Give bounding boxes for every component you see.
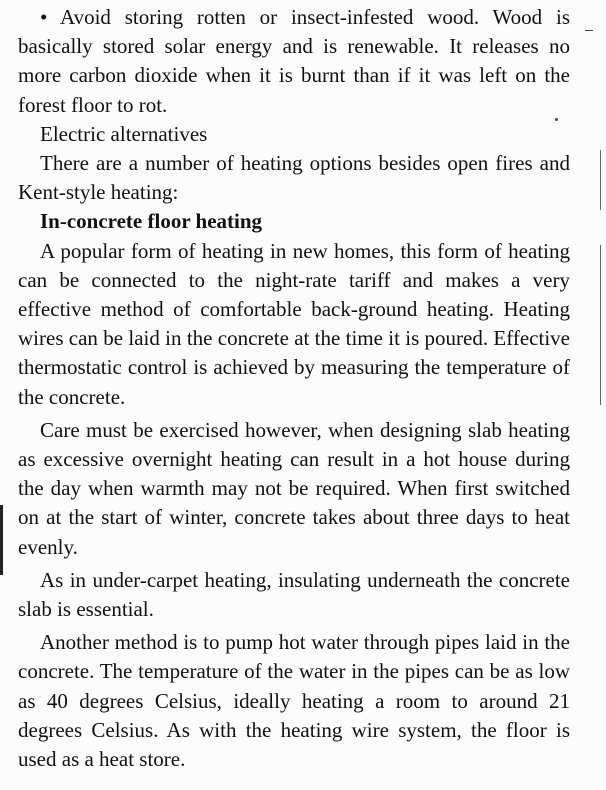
scan-speck — [555, 118, 558, 121]
paragraph-insulating: As in under-carpet heating, insulating underneath the concrete slab is essential. — [18, 567, 570, 622]
section-heading-in-concrete-floor-heating: In-concrete floor heating — [40, 209, 263, 234]
paragraph-care-must-be-exercised: Care must be exercised however, when designing slab heating as excessive overnight heating can result in a hot house during the day when warmth may not be required. When first switched on at the start of winter, concrete takes about three days to heat evenly. — [18, 417, 570, 559]
scan-edge-line — [600, 245, 601, 405]
paragraph-heating-options: There are a number of heating options besides open fires and Kent-style heating: — [18, 151, 570, 205]
bullet-paragraph-wood-storage: • Avoid storing rotten or insect-infested wood. Wood is basically stored solar energy and is renewable. It releases no more carbon dioxide when it is burnt than if it was left on the forest floor to rot. — [18, 5, 570, 117]
subheading-electric-alternatives: Electric alternatives — [40, 121, 208, 146]
paragraph-popular-form: A popular form of heating in new homes, this form of heating can be connected to the night-rate tariff and makes a very effective method of comfortable back-ground heating. Heating wires can be laid in the concrete at the time it is poured. Effective thermostatic control is achieved by measuring the temperature of the concrete. — [18, 238, 570, 409]
text-column — [18, 0, 570, 774]
scan-edge-line — [0, 505, 3, 575]
scan-edge-line — [600, 150, 601, 210]
paragraph-hot-water-pipes: Another method is to pump hot water through pipes laid in the concrete. The temperature of the water in the pipes can be as low as 40 degrees Celsius, ideally heating a room to around 21 degrees Celsius. As with the heating wire system, the floor is used as a heat store. — [18, 630, 570, 772]
scan-speck — [585, 30, 593, 31]
